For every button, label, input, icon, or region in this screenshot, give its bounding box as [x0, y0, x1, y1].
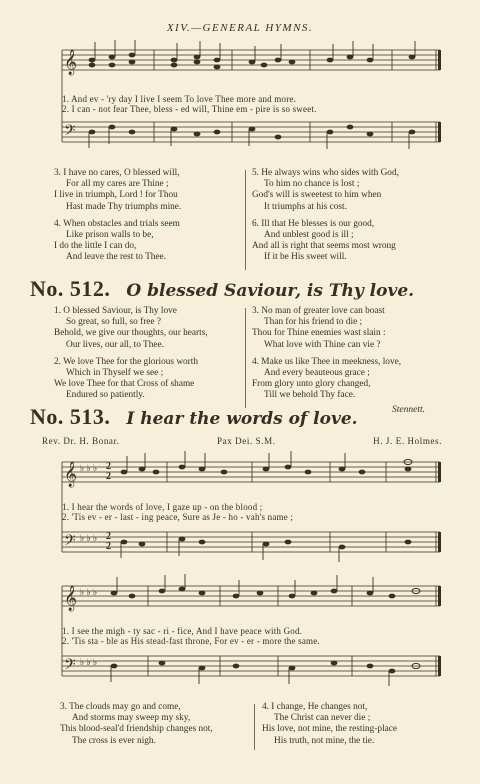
verse-line: We love Thee for that Cross of shame — [54, 379, 195, 390]
svg-text:♭ ♭ ♭: ♭ ♭ ♭ — [80, 587, 98, 597]
verse-line: The Christ can never die ; — [274, 713, 371, 724]
hymn-512-author: Stennett. — [392, 405, 425, 415]
verse-line: For all my cares are Thine ; — [66, 179, 169, 190]
top-verse-6 — [252, 219, 399, 264]
svg-text:𝄢: 𝄢 — [64, 656, 76, 677]
verse-line: Thou for Thine enemies wast slain : — [252, 328, 386, 339]
verse-line: It triumphs at his cost. — [264, 201, 347, 212]
hymn-512-verses-left — [54, 306, 208, 408]
verse-line: Hast made Thy triumphs mine. — [66, 201, 182, 212]
column-divider — [245, 308, 246, 408]
hymn-513-lyric-line-2: 2. 'Tis ev - er - last - ing peace, Sure as Je - ho - vah's name ; — [62, 512, 294, 522]
composer-credit: H. J. E. Holmes. — [373, 436, 442, 446]
svg-text:𝄢: 𝄢 — [64, 532, 76, 553]
verse-line: Till we behold Thy face. — [264, 390, 356, 401]
top-verses-right — [252, 168, 399, 270]
top-verse-5 — [252, 168, 399, 213]
verse-line: And storms may sweep my sky, — [72, 713, 191, 724]
top-lyric-line-2: 2. I can - not fear Thee, bless - ed will, Thine em - pire is so sweet. — [62, 104, 317, 114]
verse-line: What love with Thine can vie ? — [264, 339, 381, 350]
author-credit: Rev. Dr. H. Bonar. — [42, 436, 120, 446]
svg-text:2: 2 — [106, 531, 111, 542]
svg-text:2: 2 — [106, 471, 111, 482]
verse-line: I do the little I can do, — [54, 241, 137, 252]
hymn-513-verses-left — [60, 702, 213, 753]
top-verses-left — [54, 168, 181, 270]
verse-line: Like prison walls to be, — [66, 230, 154, 241]
hymn-512-verses-right — [252, 306, 401, 408]
verse-line: 3. I have no cares, O blessed will, — [54, 168, 180, 178]
hymn-513-verses-right — [262, 702, 397, 753]
hymn-512-verse-4 — [252, 357, 401, 402]
verse-line: 4. When obstacles and trials seem — [54, 218, 180, 229]
verse-line: Our lives, our all, to Thee. — [66, 339, 164, 350]
hymn-512-verse-3 — [252, 306, 401, 351]
svg-text:2: 2 — [106, 461, 111, 472]
running-head: XIV.—GENERAL HYMNS. — [166, 22, 314, 34]
top-lyric-line-1: 1. And ev - 'ry day I live I seem To love Thee more and more. — [62, 94, 297, 104]
svg-text:𝄞: 𝄞 — [64, 50, 78, 75]
verse-line: 2. We love Thee for the glorious worth — [54, 356, 199, 367]
svg-text:♭ ♭ ♭: ♭ ♭ ♭ — [80, 533, 98, 543]
hymn-512-verse-1 — [54, 306, 208, 351]
verse-line: The cross is ever nigh. — [72, 735, 156, 746]
svg-text:𝄞: 𝄞 — [64, 586, 78, 611]
hymn-512-heading — [30, 276, 460, 302]
verse-line: And unblest good is ill ; — [264, 230, 354, 241]
verse-line: Endured so patiently. — [66, 390, 145, 401]
verse-line: His love, not mine, the resting-place — [262, 724, 398, 735]
hymn-513-lyric-line-3: 1. I see the migh - ty sac - ri - fice, And I have peace with God. — [62, 626, 303, 636]
svg-text:♭ ♭ ♭: ♭ ♭ ♭ — [80, 657, 98, 667]
verse-line: 3. The clouds may go and come, — [60, 702, 181, 712]
hymn-513-verse-3 — [60, 702, 213, 747]
verse-line: From glory unto glory changed, — [252, 379, 371, 390]
verse-line: 4. Make us like Thee in meekness, love, — [252, 356, 402, 367]
verse-line: 3. No man of greater love can boast — [252, 306, 385, 316]
verse-line: To him no chance is lost ; — [264, 179, 360, 190]
verse-line: Which in Thyself we see ; — [66, 368, 164, 379]
hymn-513-attribution — [42, 436, 442, 446]
hymn-title: O blessed Saviour, is Thy love. — [126, 281, 415, 301]
hymn-512-verse-2 — [54, 357, 208, 402]
verse-line: Than for his friend to die ; — [264, 317, 363, 328]
verse-line: And all is right that seems most wrong — [252, 241, 396, 252]
column-divider — [245, 170, 246, 270]
svg-text:𝄢: 𝄢 — [64, 122, 76, 143]
verse-line: 1. O blessed Saviour, is Thy love — [54, 306, 177, 316]
svg-text:2: 2 — [106, 541, 111, 552]
hymn-title: I hear the words of love. — [126, 409, 358, 429]
top-verse-3 — [54, 168, 181, 213]
svg-text:♭ ♭ ♭: ♭ ♭ ♭ — [80, 463, 98, 473]
verse-line: So great, so full, so free ? — [66, 317, 162, 328]
column-divider — [254, 704, 255, 750]
hymn-513-lyric-line-4: 2. 'Tis sta - ble as His stead-fast throne, For ev - er - more the same. — [62, 636, 320, 646]
verse-line: 5. He always wins who sides with God, — [252, 168, 399, 178]
verse-line: 6. Ill that He blesses is our good, — [252, 218, 375, 229]
hymn-number: No. 513. — [30, 404, 111, 429]
verse-line: 4. I change, He changes not, — [262, 702, 368, 712]
verse-line: I live in triumph, Lord ! for Thou — [54, 190, 178, 201]
verse-line: God's will is sweetest to him when — [252, 190, 382, 201]
hymn-number: No. 512. — [30, 276, 111, 301]
tune-name: Pax Dei. S.M. — [217, 436, 276, 446]
verse-line: If it be His sweet will. — [264, 252, 347, 263]
hymn-513-verse-4 — [262, 702, 397, 747]
top-verse-4 — [54, 219, 181, 264]
hymn-513-lyric-line-1: 1. I hear the words of love, I gaze up - on the blood ; — [62, 502, 263, 512]
verse-line: His truth, not mine, the tie. — [274, 735, 375, 746]
verse-line: Behold, we give our thoughts, our hearts, — [54, 328, 208, 339]
verse-line: And every beauteous grace ; — [264, 368, 370, 379]
hymn-513-heading — [30, 404, 460, 430]
verse-line: This blood-seal'd friendship changes not, — [60, 724, 213, 735]
verse-line: And leave the rest to Thee. — [66, 252, 166, 263]
svg-text:𝄞: 𝄞 — [64, 462, 78, 487]
